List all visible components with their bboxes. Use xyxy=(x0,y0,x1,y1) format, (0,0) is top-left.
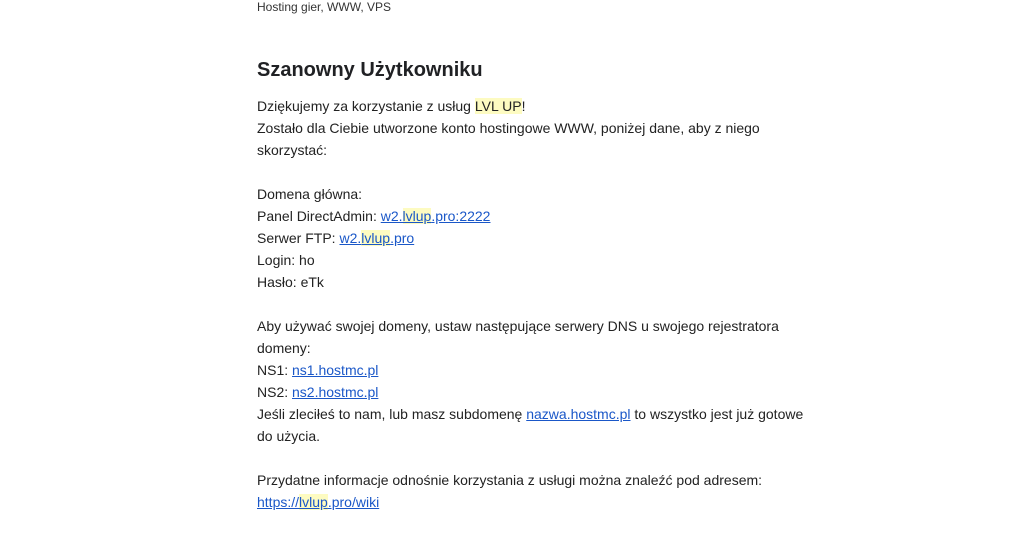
ns2-link[interactable]: ns2.hostmc.pl xyxy=(292,384,379,400)
domain-row xyxy=(257,183,817,205)
login-visible: ho xyxy=(299,252,315,268)
subdomain-suffix: to wszystko jest już gotowe do użycia. xyxy=(257,406,804,444)
dns-instruction: Aby używać swojej domeny, ustaw następujące serwery DNS u swojego rejestratora domeny: xyxy=(257,318,779,356)
subdomain-link[interactable]: nazwa.hostmc.pl xyxy=(526,406,631,422)
panel-row xyxy=(257,205,817,227)
ftp-label: Serwer FTP: xyxy=(257,230,340,246)
login-row xyxy=(257,249,817,271)
login-label: Login: xyxy=(257,252,300,268)
password-row xyxy=(257,271,817,293)
info-text: Przydatne informacje odnośnie korzystania z usługi można znaleźć pod adresem: xyxy=(257,472,763,488)
ftp-link-suffix: .pro xyxy=(390,230,415,246)
password-label: Hasło: xyxy=(257,274,301,290)
panel-label: Panel DirectAdmin: xyxy=(257,208,381,224)
thanks-suffix: ! xyxy=(521,98,526,114)
password-visible: eTk xyxy=(300,274,324,290)
panel-link[interactable] xyxy=(381,208,491,224)
ns1-row xyxy=(257,359,817,381)
redacted-password xyxy=(324,275,374,289)
ftp-link-prefix: w2. xyxy=(339,230,362,246)
wiki-link-prefix: https:// xyxy=(257,494,300,510)
ftp-link-highlight: lvlup xyxy=(361,230,391,246)
spacer xyxy=(257,293,817,315)
redacted-domain xyxy=(366,187,426,201)
ftp-row xyxy=(257,227,817,249)
spacer xyxy=(257,161,817,183)
panel-link-highlight: lvlup xyxy=(402,208,432,224)
wiki-link-suffix: .pro/wiki xyxy=(327,494,380,510)
subdomain-prefix: Jeśli zleciłeś to nam, lub masz subdomenę xyxy=(257,406,527,422)
brand-name: LVL UP xyxy=(474,98,522,114)
header-tagline: Hosting gier, WWW, VPS xyxy=(257,0,392,14)
panel-link-suffix: .pro:2222 xyxy=(431,208,491,224)
greeting-title: Szanowny Użytkowniku xyxy=(257,59,483,81)
subdomain-paragraph xyxy=(257,403,817,447)
wiki-link[interactable] xyxy=(257,494,379,510)
wiki-link-highlight: lvlup xyxy=(299,494,328,510)
thanks-prefix: Dziękujemy za korzystanie z usług xyxy=(257,98,475,114)
email-body xyxy=(257,95,817,513)
thanks-paragraph xyxy=(257,95,817,117)
account-created-text: Zostało dla Ciebie utworzone konto hostingowe WWW, poniżej dane, aby z niego skorzystać: xyxy=(257,120,760,158)
ns2-row xyxy=(257,381,817,403)
ftp-link[interactable] xyxy=(339,230,414,246)
ns1-link[interactable]: ns1.hostmc.pl xyxy=(292,362,379,378)
domain-label: Domena główna: xyxy=(257,186,363,202)
redacted-login xyxy=(315,253,355,267)
panel-link-prefix: w2. xyxy=(380,208,403,224)
ns2-label: NS2: xyxy=(257,384,293,400)
ns1-label: NS1: xyxy=(257,362,293,378)
spacer xyxy=(257,447,817,469)
wiki-row xyxy=(257,491,817,513)
